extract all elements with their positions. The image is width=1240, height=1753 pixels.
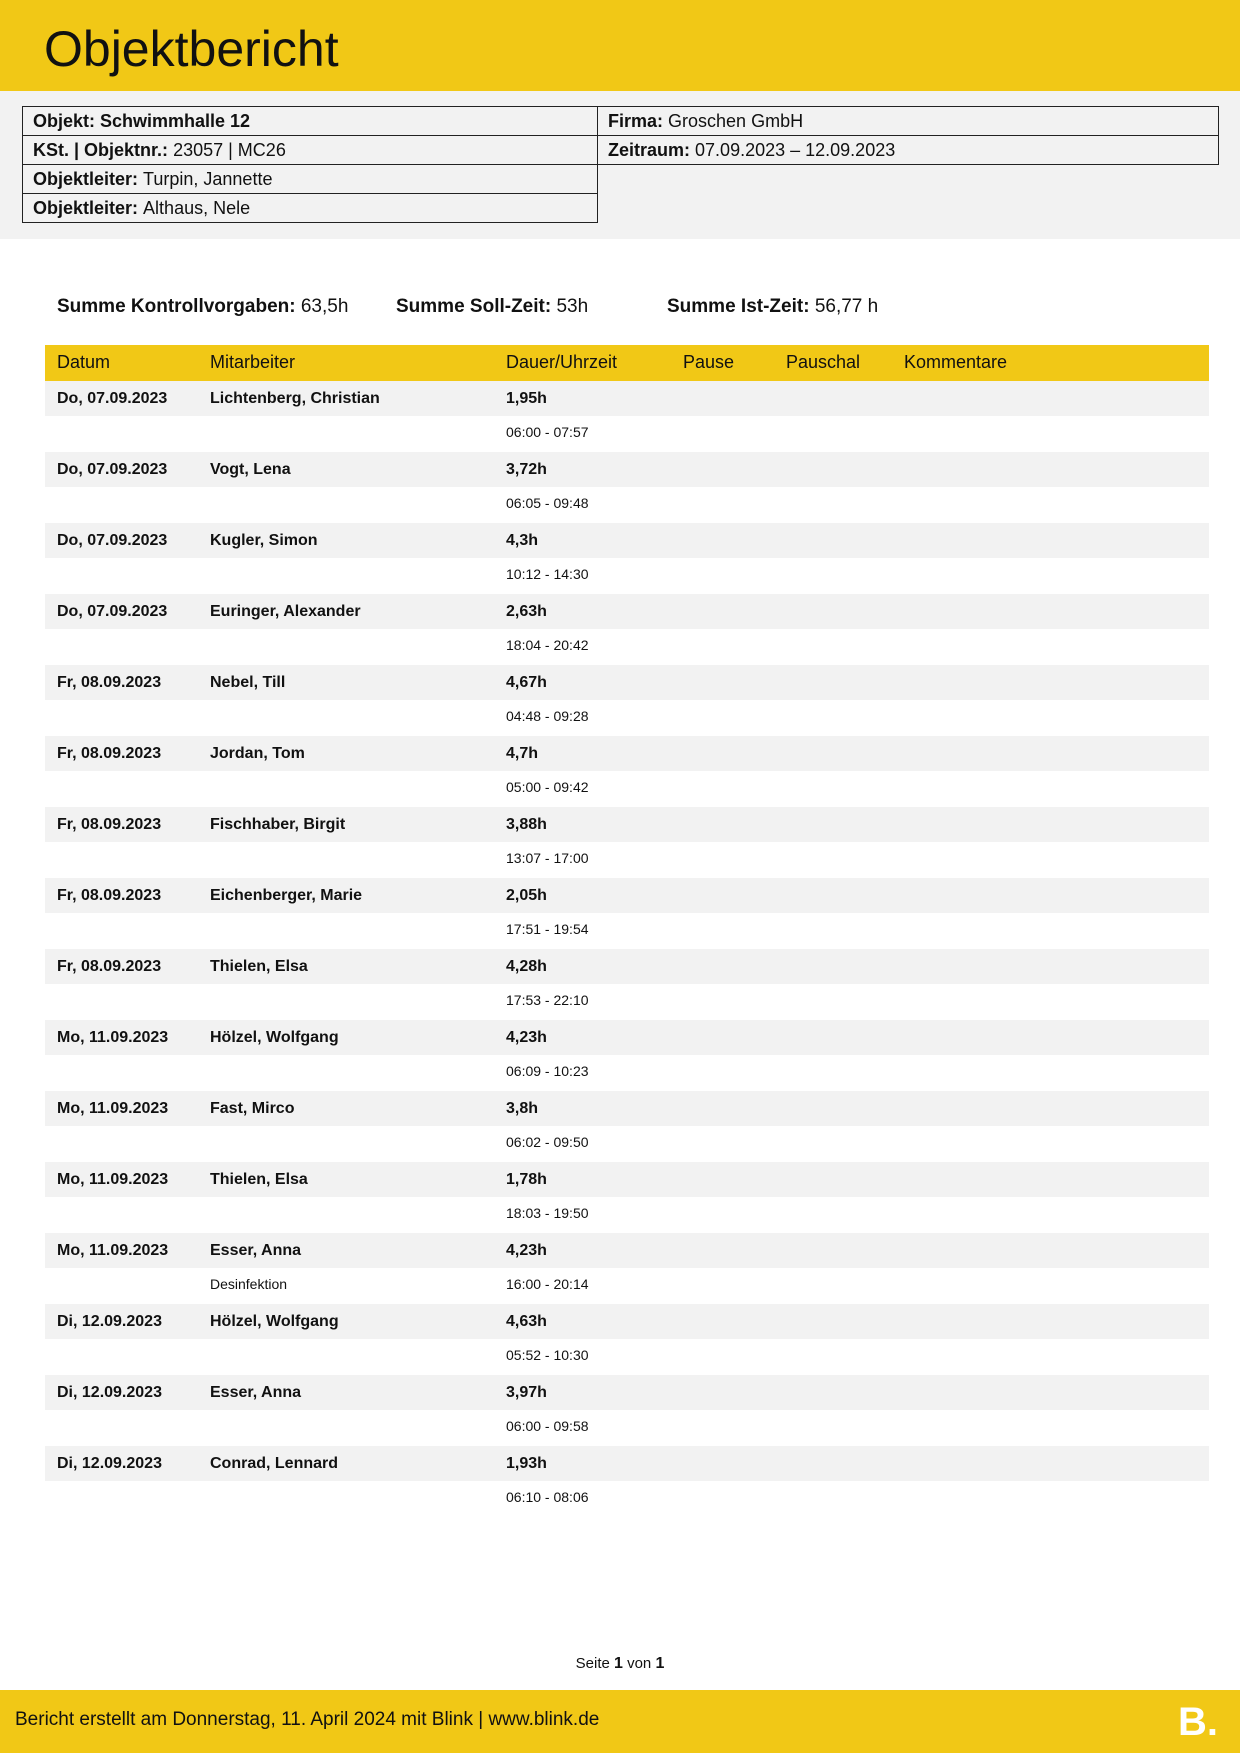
summary-soll-zeit: Summe Soll-Zeit: 53h xyxy=(396,296,589,317)
row-date: Mo, 11.09.2023 xyxy=(57,1242,169,1259)
row-duration: 4,7h xyxy=(506,745,539,762)
column-header-mitarbeiter: Mitarbeiter xyxy=(210,352,296,372)
row-date: Mo, 11.09.2023 xyxy=(57,1171,169,1188)
row-date: Fr, 08.09.2023 xyxy=(57,816,162,833)
row-duration: 4,3h xyxy=(506,532,539,549)
row-date: Mo, 11.09.2023 xyxy=(57,1029,169,1046)
row-time: 06:05 - 09:48 xyxy=(506,495,589,511)
table-row xyxy=(45,381,1209,452)
row-employee: Eichenberger, Marie xyxy=(210,887,363,904)
row-time: 17:53 - 22:10 xyxy=(506,992,589,1008)
table-row xyxy=(45,452,1209,523)
summary-kontrollvorgaben: Summe Kontrollvorgaben: 63,5h xyxy=(57,296,349,317)
footer-text: Bericht erstellt am Donnerstag, 11. April 2024 mit Blink | www.blink.de xyxy=(15,1709,600,1730)
row-employee: Hölzel, Wolfgang xyxy=(210,1313,339,1330)
row-duration: 4,23h xyxy=(506,1029,547,1046)
row-employee: Hölzel, Wolfgang xyxy=(210,1029,339,1046)
table-row xyxy=(45,1020,1209,1091)
row-duration: 3,72h xyxy=(506,461,547,478)
row-employee: Jordan, Tom xyxy=(210,745,305,762)
table-row xyxy=(45,1375,1209,1446)
row-duration: 4,28h xyxy=(506,958,547,975)
row-time: 17:51 - 19:54 xyxy=(506,921,589,937)
footer xyxy=(0,1690,1240,1753)
row-employee: Thielen, Elsa xyxy=(210,958,308,975)
firma-label: Firma: xyxy=(608,110,664,131)
row-duration: 4,67h xyxy=(506,674,547,691)
kst-label: KSt. | Objektnr.: xyxy=(33,139,169,160)
row-time: 10:12 - 14:30 xyxy=(506,566,589,582)
firma-value: Groschen GmbH xyxy=(668,110,804,131)
table-row xyxy=(45,665,1209,736)
column-header-pause: Pause xyxy=(683,352,735,372)
row-date: Di, 12.09.2023 xyxy=(57,1384,162,1401)
objektleiter-1-value: Turpin, Jannette xyxy=(143,168,273,189)
page-title: Objektbericht xyxy=(44,21,339,77)
total-pages: 1 xyxy=(655,1655,665,1672)
column-header-kommentare: Kommentare xyxy=(904,352,1008,372)
column-header-dauer: Dauer/Uhrzeit xyxy=(506,352,618,372)
row-time: 06:00 - 07:57 xyxy=(506,424,589,440)
row-duration: 4,63h xyxy=(506,1313,547,1330)
objektleiter-2-field xyxy=(22,193,598,223)
column-header-pauschal: Pauschal xyxy=(786,352,861,372)
row-date: Fr, 08.09.2023 xyxy=(57,674,162,691)
blink-logo: B. xyxy=(1178,1700,1218,1744)
row-time: 06:09 - 10:23 xyxy=(506,1063,589,1079)
row-employee: Esser, Anna xyxy=(210,1384,302,1401)
row-date: Fr, 08.09.2023 xyxy=(57,745,162,762)
row-employee: Nebel, Till xyxy=(210,674,286,691)
objektleiter-2-label: Objektleiter: xyxy=(33,197,139,218)
objekt-field xyxy=(22,106,598,136)
row-duration: 1,95h xyxy=(506,390,547,407)
table-row xyxy=(45,1233,1209,1304)
zeitraum-label: Zeitraum: xyxy=(608,139,691,160)
row-time: 05:52 - 10:30 xyxy=(506,1347,589,1363)
row-employee: Vogt, Lena xyxy=(210,461,291,478)
row-time: 13:07 - 17:00 xyxy=(506,850,589,866)
current-page: 1 xyxy=(614,1655,623,1672)
table-row xyxy=(45,1162,1209,1233)
row-time: 04:48 - 09:28 xyxy=(506,708,589,724)
row-time: 06:02 - 09:50 xyxy=(506,1134,589,1150)
table-row xyxy=(45,1446,1209,1517)
info-panel xyxy=(0,91,1240,239)
row-employee: Lichtenberg, Christian xyxy=(210,390,380,407)
row-time: 06:10 - 08:06 xyxy=(506,1489,589,1505)
row-employee: Conrad, Lennard xyxy=(210,1455,339,1472)
row-duration: 2,05h xyxy=(506,887,547,904)
row-date: Do, 07.09.2023 xyxy=(57,390,168,407)
objekt-label: Objekt: Schwimmhalle 12 xyxy=(33,110,251,131)
table-body xyxy=(45,381,1209,1517)
row-duration: 2,63h xyxy=(506,603,547,620)
row-employee: Fast, Mirco xyxy=(210,1100,295,1117)
table-row xyxy=(45,1304,1209,1375)
row-time: 16:00 - 20:14 xyxy=(506,1276,589,1292)
row-time: 18:03 - 19:50 xyxy=(506,1205,589,1221)
row-duration: 4,23h xyxy=(506,1242,547,1259)
objektleiter-1-field xyxy=(22,164,598,194)
row-date: Mo, 11.09.2023 xyxy=(57,1100,169,1117)
row-duration: 3,88h xyxy=(506,816,547,833)
kst-value: 23057 | MC26 xyxy=(173,139,286,160)
row-date: Do, 07.09.2023 xyxy=(57,461,168,478)
table-row xyxy=(45,594,1209,665)
table-row xyxy=(45,949,1209,1020)
row-employee: Euringer, Alexander xyxy=(210,603,361,620)
row-date: Fr, 08.09.2023 xyxy=(57,887,162,904)
table-row xyxy=(45,736,1209,807)
objektleiter-1-label: Objektleiter: xyxy=(33,168,139,189)
row-employee: Thielen, Elsa xyxy=(210,1171,308,1188)
row-duration: 3,8h xyxy=(506,1100,539,1117)
row-duration: 1,93h xyxy=(506,1455,547,1472)
zeitraum-field xyxy=(597,135,1219,165)
row-date: Do, 07.09.2023 xyxy=(57,532,168,549)
kst-field xyxy=(22,135,598,165)
row-duration: 1,78h xyxy=(506,1171,547,1188)
row-employee: Kugler, Simon xyxy=(210,532,318,549)
title-band xyxy=(0,0,1240,91)
zeitraum-value: 07.09.2023 – 12.09.2023 xyxy=(695,139,896,160)
row-employee: Esser, Anna xyxy=(210,1242,302,1259)
row-note: Desinfektion xyxy=(210,1276,288,1292)
column-header-datum: Datum xyxy=(57,352,111,372)
row-time: 18:04 - 20:42 xyxy=(506,637,589,653)
table-row xyxy=(45,523,1209,594)
firma-field xyxy=(597,106,1219,136)
row-employee: Fischhaber, Birgit xyxy=(210,816,346,833)
row-time: 05:00 - 09:42 xyxy=(506,779,589,795)
page-indicator: Seite 1 von 1 xyxy=(575,1655,665,1672)
table-row xyxy=(45,807,1209,878)
row-date: Do, 07.09.2023 xyxy=(57,603,168,620)
table-row xyxy=(45,878,1209,949)
row-time: 06:00 - 09:58 xyxy=(506,1418,589,1434)
table-header xyxy=(45,345,1209,381)
row-date: Di, 12.09.2023 xyxy=(57,1455,162,1472)
table-row xyxy=(45,1091,1209,1162)
row-date: Di, 12.09.2023 xyxy=(57,1313,162,1330)
summary-ist-zeit: Summe Ist-Zeit: 56,77 h xyxy=(667,296,879,317)
objektleiter-2-value: Althaus, Nele xyxy=(143,197,251,218)
row-duration: 3,97h xyxy=(506,1384,547,1401)
row-date: Fr, 08.09.2023 xyxy=(57,958,162,975)
